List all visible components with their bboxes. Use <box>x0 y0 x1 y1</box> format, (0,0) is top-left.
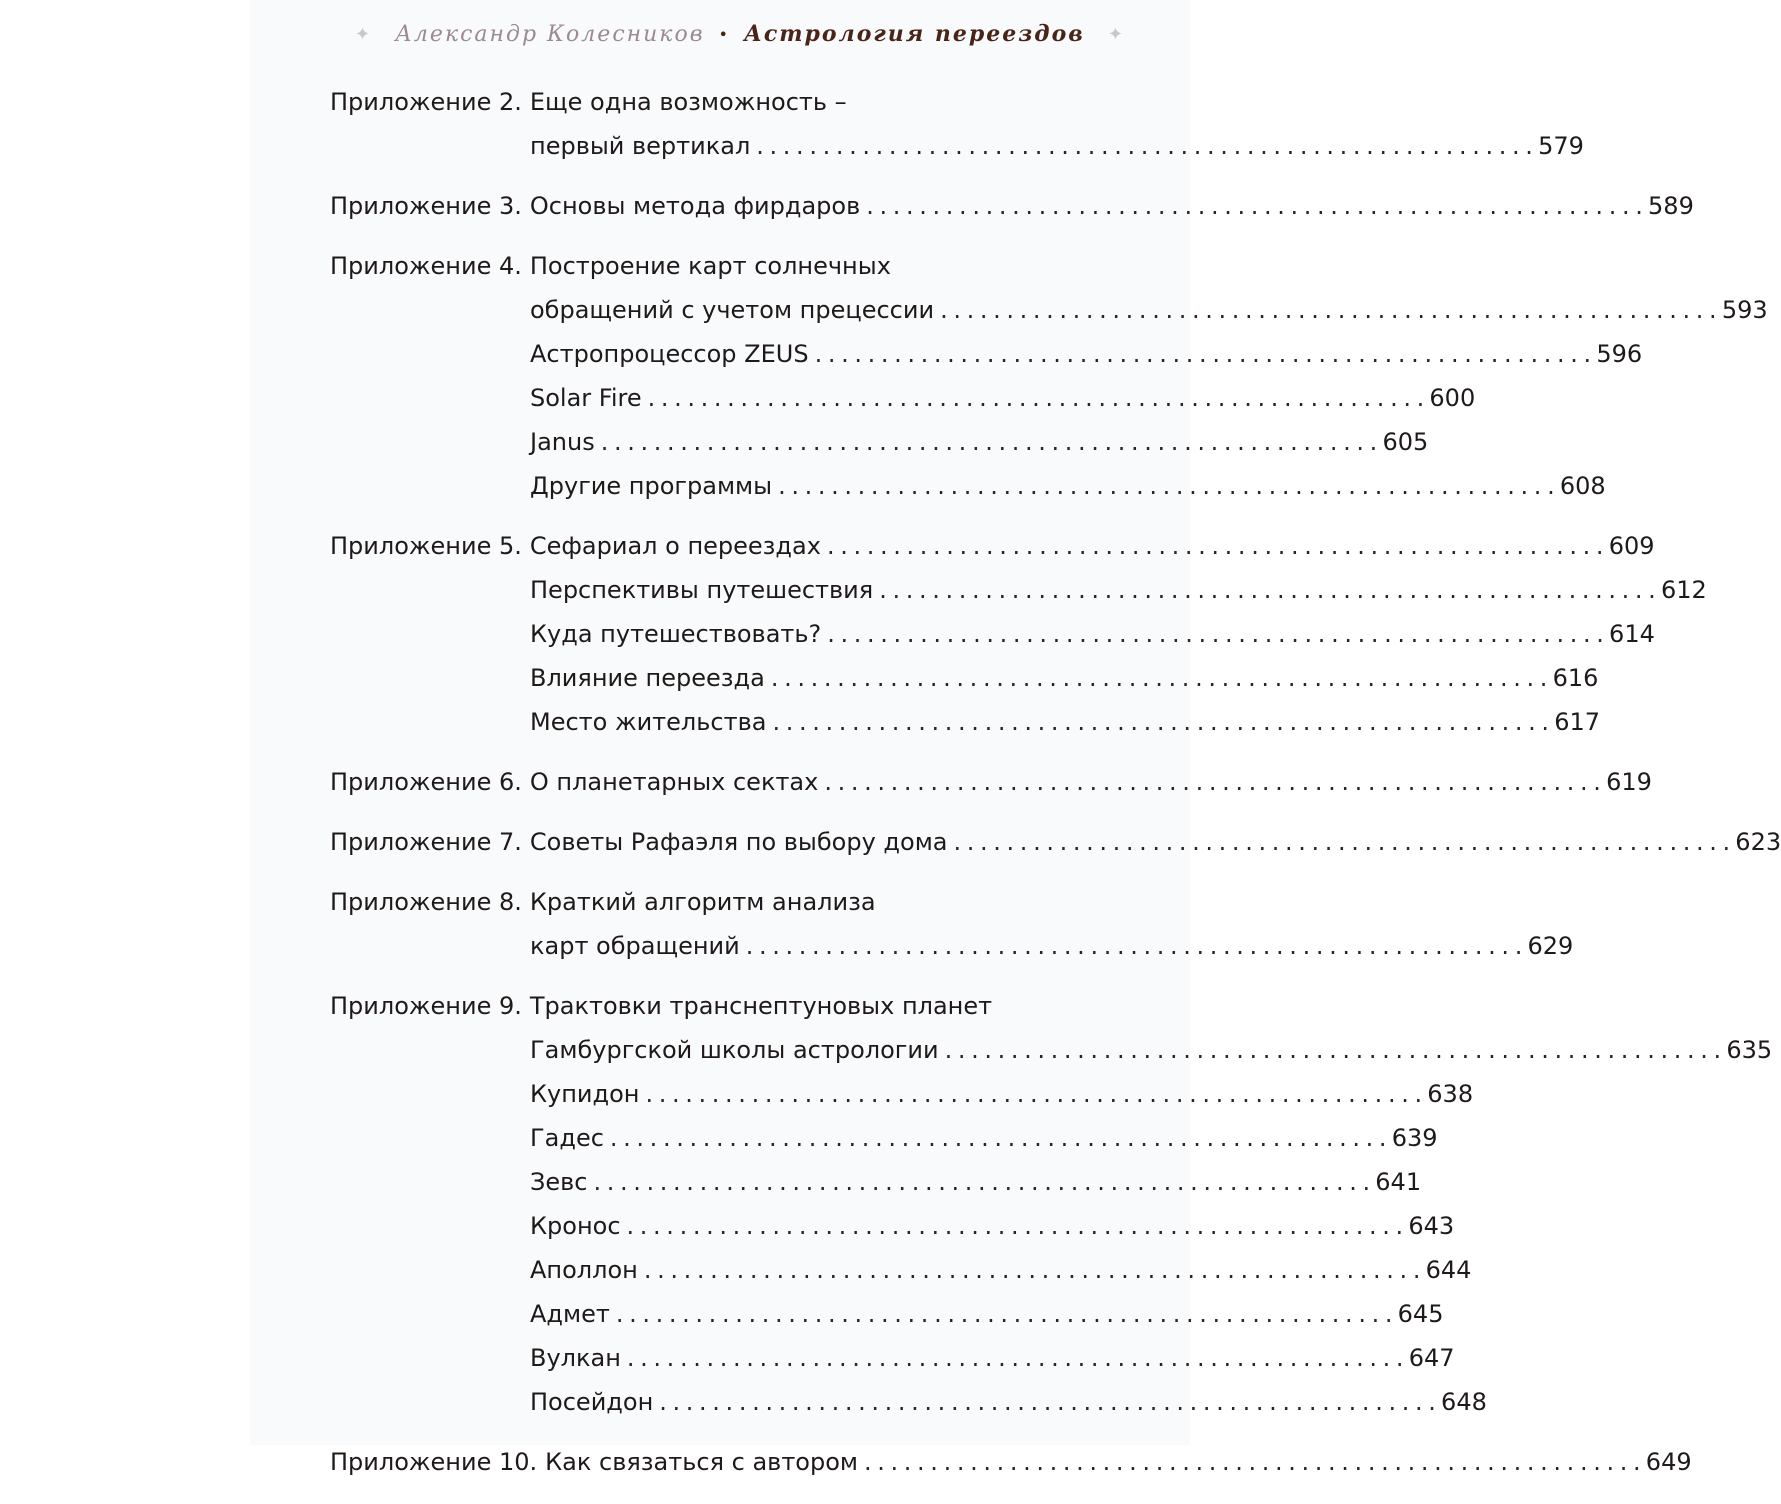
toc-entry[interactable] <box>330 1032 1773 1076</box>
toc-entry[interactable] <box>330 928 1574 972</box>
book-title: Астрология переездов <box>743 21 1085 47</box>
dot-leader <box>642 380 1424 416</box>
page-number: 643 <box>1408 1212 1455 1240</box>
toc-appendix-group <box>330 824 1781 868</box>
page-number: 639 <box>1391 1124 1438 1152</box>
toc-appendix-group <box>330 528 1707 748</box>
toc-entry[interactable] <box>330 248 1140 292</box>
subentry-title: Solar Fire <box>530 384 642 412</box>
toc-appendix-group <box>330 188 1694 232</box>
page-number: 619 <box>1606 768 1652 796</box>
toc-subentry[interactable] <box>330 1252 1472 1296</box>
running-header <box>355 16 1125 52</box>
toc-appendix-group <box>330 884 1574 972</box>
subentry-title: Вулкан <box>530 1344 621 1372</box>
subentry-title: Адмет <box>530 1300 610 1328</box>
toc-subentry[interactable] <box>330 1208 1455 1252</box>
toc-subentry[interactable] <box>330 336 1643 380</box>
toc-subentry[interactable] <box>330 1340 1455 1384</box>
dot-leader <box>860 188 1642 224</box>
toc-appendix-group <box>330 988 1773 1428</box>
appendix-label: Приложение 4. <box>330 252 522 280</box>
page-number: 644 <box>1425 1256 1472 1284</box>
dot-leader <box>772 468 1554 504</box>
dot-leader <box>809 336 1591 372</box>
page-number: 596 <box>1596 340 1643 368</box>
page-number: 629 <box>1527 932 1574 960</box>
page-number: 589 <box>1648 192 1694 220</box>
entry-title: Еще одна возможность – <box>529 88 847 116</box>
subentry-title: Зевс <box>530 1168 588 1196</box>
dot-leader <box>766 704 1548 740</box>
toc-appendix-group <box>330 1444 1692 1488</box>
toc-appendix-group <box>330 764 1652 808</box>
subentry-title: Аполлон <box>530 1256 638 1284</box>
page-number: 605 <box>1382 428 1429 456</box>
subentry-title: Астропроцессор ZEUS <box>530 340 809 368</box>
page-number: 612 <box>1661 576 1707 604</box>
appendix-label: Приложение 10. <box>330 1448 538 1476</box>
header-separator: • <box>718 24 730 44</box>
toc-subentry[interactable] <box>330 572 1707 616</box>
subentry-title: Кронос <box>530 1212 621 1240</box>
page-number: 616 <box>1552 664 1599 692</box>
dot-leader <box>638 1252 1420 1288</box>
dot-leader <box>821 616 1603 652</box>
dot-leader <box>765 660 1547 696</box>
dot-leader <box>821 528 1603 564</box>
appendix-label: Приложение 3. <box>330 192 522 220</box>
page-number: 641 <box>1375 1168 1422 1196</box>
page-number: 623 <box>1735 828 1781 856</box>
subentry-title: Влияние переезда <box>530 664 765 692</box>
entry-title: Сефариал о переездах <box>529 532 821 560</box>
page-number: 579 <box>1538 132 1584 160</box>
page-number: 609 <box>1608 532 1655 560</box>
ornament-left-icon: ✦ <box>355 23 373 45</box>
appendix-label: Приложение 9. <box>330 992 522 1020</box>
entry-title: Краткий алгоритм анализа <box>529 888 876 916</box>
toc-appendix-group <box>330 84 1584 172</box>
subentry-title: Место жительства <box>530 708 767 736</box>
subentry-title: Гадес <box>530 1124 604 1152</box>
toc-subentry[interactable] <box>330 704 1601 748</box>
entry-title: О планетарных сектах <box>529 768 819 796</box>
toc-subentry[interactable] <box>330 660 1599 704</box>
appendix-label: Приложение 8. <box>330 888 522 916</box>
subentry-title: Janus <box>530 428 595 456</box>
dot-leader <box>750 128 1532 164</box>
dot-leader <box>610 1296 1392 1332</box>
dot-leader <box>858 1444 1640 1480</box>
toc-entry[interactable] <box>330 292 1768 336</box>
toc-subentry[interactable] <box>330 1296 1444 1340</box>
page-number: 608 <box>1559 472 1606 500</box>
appendix-label: Приложение 7. <box>330 828 522 856</box>
page-number: 645 <box>1397 1300 1444 1328</box>
toc-entry[interactable] <box>330 764 1652 808</box>
dot-leader <box>948 824 1730 860</box>
entry-title: Советы Рафаэля по выбору дома <box>529 828 948 856</box>
toc-entry[interactable] <box>330 528 1655 572</box>
header-center <box>395 21 1084 47</box>
subentry-title: Посейдон <box>530 1388 654 1416</box>
subentry-title: Купидон <box>530 1080 640 1108</box>
toc-subentry[interactable] <box>330 468 1606 512</box>
entry-title: первый вертикал <box>530 132 751 160</box>
entry-title: Как связаться с автором <box>545 1448 859 1476</box>
dot-leader <box>588 1164 1370 1200</box>
dot-leader <box>621 1208 1403 1244</box>
dot-leader <box>595 424 1377 460</box>
toc-appendix-group <box>330 248 1768 512</box>
toc-entry[interactable] <box>330 988 1140 1032</box>
toc-entry[interactable] <box>330 188 1694 232</box>
page-number: 593 <box>1721 296 1768 324</box>
toc-subentry[interactable] <box>330 424 1429 468</box>
entry-title: Гамбургской школы астрологии <box>530 1036 939 1064</box>
entry-title: Основы метода фирдаров <box>529 192 861 220</box>
toc-entry[interactable] <box>330 824 1781 868</box>
dot-leader <box>818 764 1600 800</box>
appendix-label: Приложение 6. <box>330 768 522 796</box>
appendix-label: Приложение 5. <box>330 532 522 560</box>
page-number: 647 <box>1408 1344 1455 1372</box>
dot-leader <box>621 1340 1403 1376</box>
page-number: 635 <box>1726 1036 1773 1064</box>
entry-title: Трактовки транснептуновых планет <box>529 992 993 1020</box>
entry-title: обращений с учетом прецессии <box>530 296 935 324</box>
entry-title: карт обращений <box>530 932 740 960</box>
toc-subentry[interactable] <box>330 1120 1438 1164</box>
toc-entry[interactable] <box>330 884 1140 928</box>
dot-leader <box>939 1032 1721 1068</box>
page-number: 614 <box>1609 620 1655 648</box>
page-number: 648 <box>1441 1388 1487 1416</box>
dot-leader <box>740 928 1522 964</box>
dot-leader <box>934 292 1716 328</box>
page-number: 617 <box>1554 708 1601 736</box>
subentry-title: Куда путешествовать? <box>530 620 822 648</box>
dot-leader <box>653 1384 1435 1420</box>
toc-entry[interactable] <box>330 84 1140 128</box>
toc-entry[interactable] <box>330 1444 1692 1488</box>
appendix-label: Приложение 2. <box>330 88 522 116</box>
dot-leader <box>873 572 1655 608</box>
page-number: 649 <box>1645 1448 1692 1476</box>
toc-entry[interactable] <box>330 128 1584 172</box>
toc-subentry[interactable] <box>330 380 1476 424</box>
dot-leader <box>604 1120 1386 1156</box>
author-name: Александр Колесников <box>395 21 705 47</box>
page-number: 600 <box>1429 384 1476 412</box>
ornament-right-icon: ✦ <box>1107 23 1125 45</box>
subentry-title: Перспективы путешествия <box>530 576 874 604</box>
table-of-contents <box>330 84 1781 1504</box>
page-number: 638 <box>1427 1080 1474 1108</box>
toc-subentry[interactable] <box>330 1384 1487 1428</box>
toc-subentry[interactable] <box>330 616 1655 660</box>
toc-subentry[interactable] <box>330 1164 1422 1208</box>
dot-leader <box>640 1076 1422 1112</box>
toc-subentry[interactable] <box>330 1076 1474 1120</box>
subentry-title: Другие программы <box>530 472 773 500</box>
entry-title: Построение карт солнечных <box>529 252 891 280</box>
